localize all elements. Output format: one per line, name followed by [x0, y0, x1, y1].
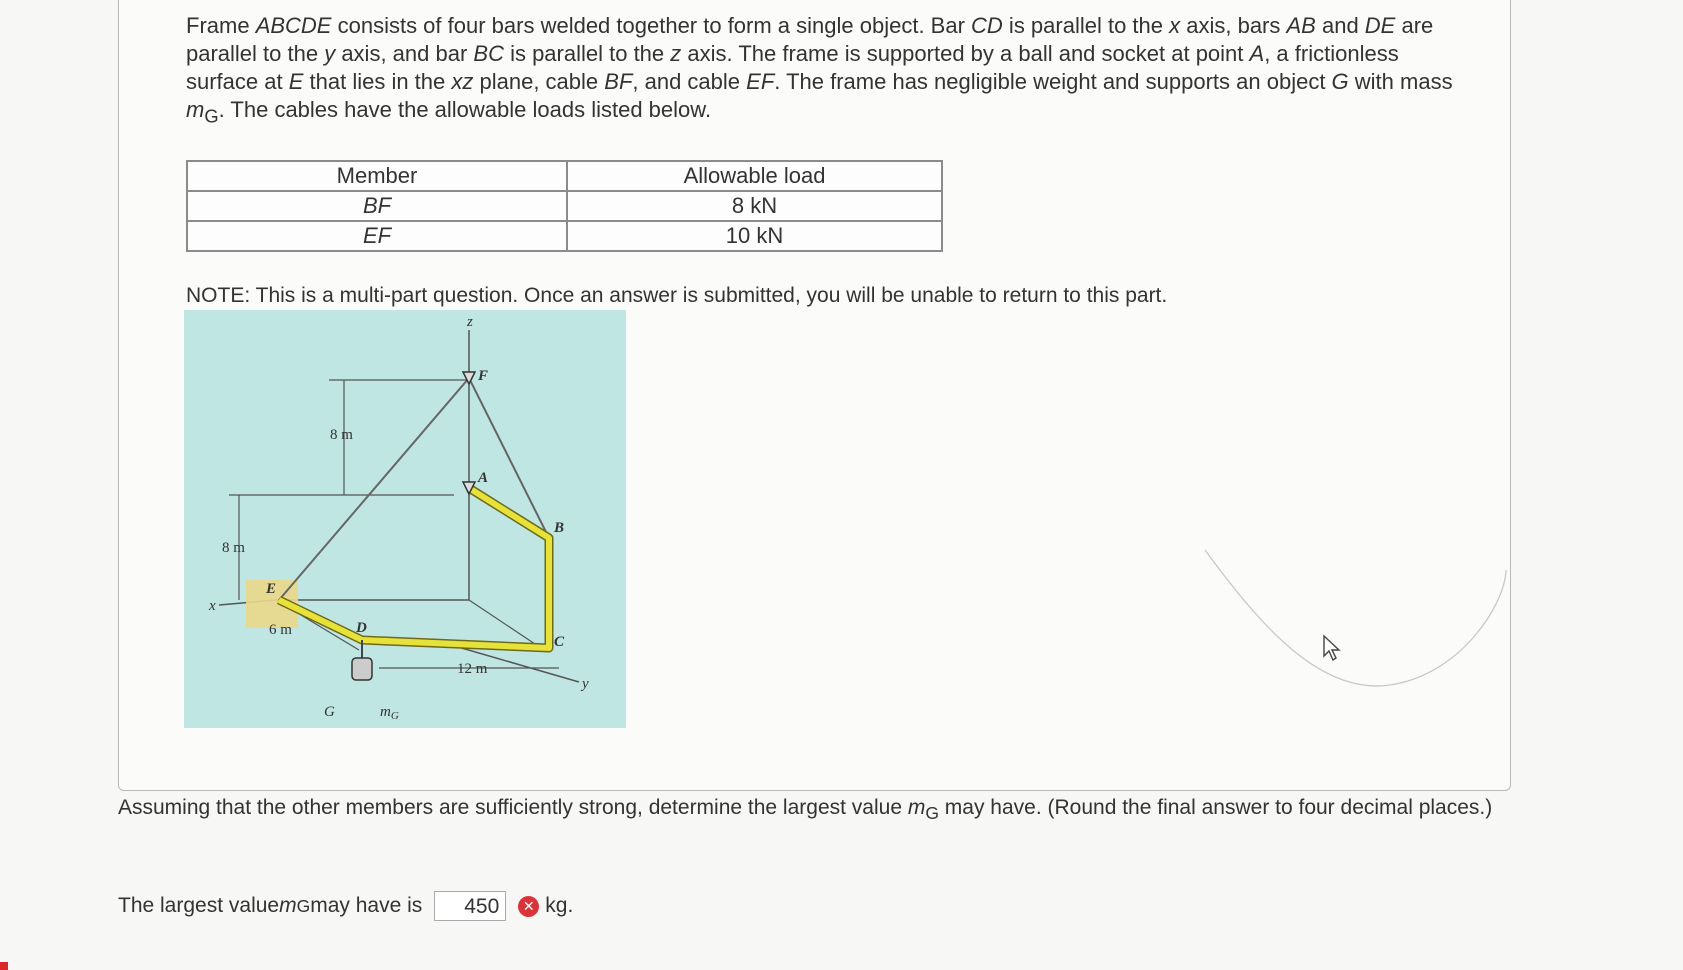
pen-stroke-decoration — [1190, 545, 1520, 700]
member-cell: BF — [187, 191, 567, 221]
table-header-row — [187, 161, 942, 191]
label-y: y — [582, 676, 589, 692]
label-g: G — [324, 704, 335, 720]
x-circle-icon: ✕ — [518, 896, 539, 917]
answer-line: The largest value m G may have is 450 ✕ kg. — [118, 888, 573, 924]
dim-12m: 12 m — [457, 661, 488, 677]
label-d: D — [356, 620, 367, 636]
load-cell: 10 kN — [567, 221, 942, 251]
mouse-cursor-icon — [1322, 634, 1342, 662]
label-e: E — [266, 581, 277, 597]
label-mg: $m_G$ — [380, 704, 399, 722]
label-c: C — [554, 634, 565, 650]
label-z: z — [467, 314, 473, 330]
header-allowable-load: Allowable load — [567, 161, 942, 191]
label-x: x — [209, 598, 216, 614]
label-a: A — [478, 470, 489, 486]
mass-g-icon — [352, 658, 372, 680]
load-cell: 8 kN — [567, 191, 942, 221]
dim-top-8m: 8 m — [330, 427, 353, 443]
multipart-note: NOTE: This is a multi-part question. Once an answer is submitted, you will be unable to return to this part. — [186, 284, 1168, 307]
allowable-load-table — [186, 160, 943, 252]
header-member: Member — [187, 161, 567, 191]
label-f: F — [478, 368, 489, 384]
frame-diagram — [184, 310, 626, 728]
red-corner-mark — [0, 962, 8, 970]
question-text: Assuming that the other members are sufficiently strong, determine the largest value $m_G$ may have. (Round the final answer to four decimal places.) — [118, 796, 1493, 824]
dim-left-8m: 8 m — [222, 540, 245, 556]
member-cell: EF — [187, 221, 567, 251]
answer-input[interactable]: 450 — [434, 891, 506, 921]
dim-6m: 6 m — [269, 622, 292, 638]
answer-unit: kg. — [545, 894, 574, 917]
label-b: B — [554, 520, 565, 536]
table-row — [187, 221, 942, 251]
diagram-background — [184, 310, 626, 728]
problem-statement: Frame ABCDE consists of four bars welded together to form a single object. Bar CD is parallel to the x axis, bars AB and DE are parallel to the y axis, and bar BC is parallel to the z axis. The frame is supported by a ball and socket at point A, a frictionless surface at E that lies in the xz plane, cable BF, and cable EF. The frame has negligible weight and supports an object G with mass $m_G$. The cables have the allowable loads listed below. — [186, 13, 1453, 127]
table-row — [187, 191, 942, 221]
